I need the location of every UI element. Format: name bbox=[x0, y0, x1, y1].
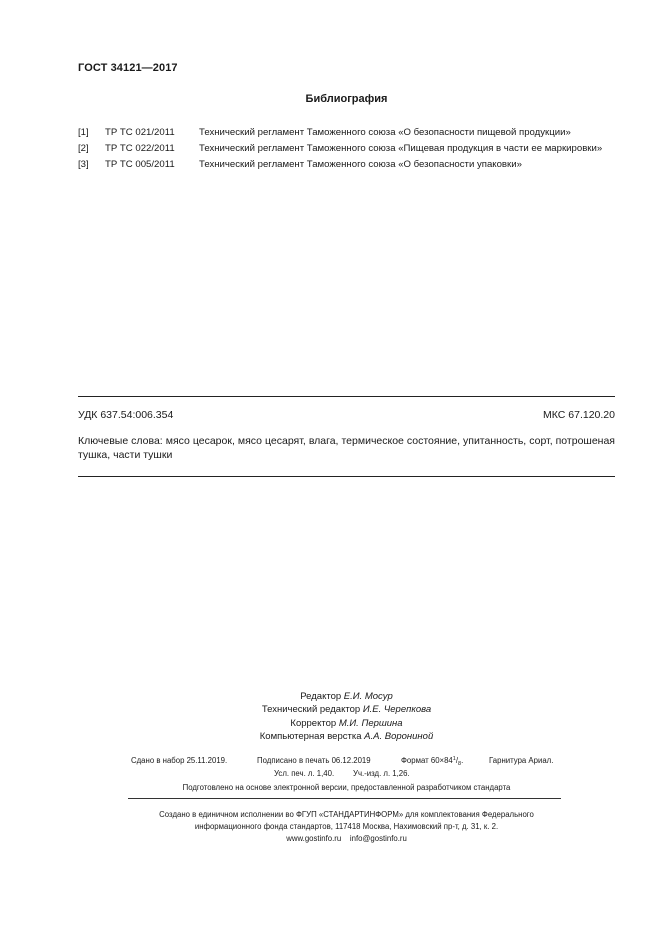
editor-line: Редактор Е.И. Мосур bbox=[300, 691, 393, 702]
entry-text: Технический регламент Таможенного союза «Пищевая продукция в части ее маркировки» bbox=[199, 143, 603, 154]
entry-text: Технический регламент Таможенного союза «О безопасности упаковки» bbox=[199, 159, 522, 170]
entry-code: ТР ТС 021/2011 bbox=[105, 127, 175, 138]
divider bbox=[78, 476, 615, 477]
tech-editor-line: Технический редактор И.Е. Черепкова bbox=[261, 704, 432, 716]
standard-code: ГОСТ 34121—2017 bbox=[78, 62, 178, 74]
publisher-line-1: Создано в единичном исполнении во ФГУП «СТАНДАРТИНФОРМ» для комплектования Федерального bbox=[159, 810, 534, 819]
sent-to-set: Сдано в набор 25.11.2019. bbox=[131, 756, 228, 765]
entry-number: [1] bbox=[78, 127, 89, 138]
staff-credits bbox=[0, 690, 661, 743]
layout-name: А.А. Ворониной bbox=[364, 730, 434, 742]
paper-format: Формат $60\times 84^1/_8$. bbox=[401, 756, 464, 767]
corrector-line: Корректор М.И. Першина bbox=[290, 717, 403, 729]
pub-sheets: Уч.-изд. л. 1,26. bbox=[353, 769, 410, 778]
editor-name: Е.И. Мосур bbox=[343, 691, 393, 702]
publisher-line-2: информационного фонда стандартов, 117418 Москва, Нахимовский пр-т, д. 31, к. 2. bbox=[194, 822, 499, 831]
tech-editor-name: И.Е. Черепкова bbox=[362, 704, 432, 716]
email-link[interactable]: info@gostinfo.ru bbox=[349, 834, 407, 843]
divider bbox=[78, 396, 615, 397]
contact-line bbox=[0, 834, 661, 843]
prepared-note: Подготовлено на основе электронной версии, предоставленной разработчиком стандарта bbox=[182, 783, 511, 792]
entry-number: [2] bbox=[78, 143, 89, 154]
entry-text: Технический регламент Таможенного союза «О безопасности пищевой продукции» bbox=[199, 127, 571, 138]
divider bbox=[128, 798, 561, 799]
mks-code: МКС 67.120.20 bbox=[543, 409, 615, 421]
udc-code: УДК 637.54:006.354 bbox=[78, 409, 174, 421]
entry-number: [3] bbox=[78, 159, 89, 170]
layout-line: Компьютерная верстка А.А. Ворониной bbox=[259, 730, 434, 742]
bibliography-title: Библиография bbox=[305, 93, 388, 105]
corrector-name: М.И. Першина bbox=[338, 717, 403, 729]
keywords: Ключевые слова: мясо цесарок, мясо цесарят, влага, термическое состояние, упитанность, сорт, потрошеная тушка, части тушки bbox=[78, 435, 615, 461]
website-link[interactable]: www.gostinfo.ru bbox=[286, 834, 342, 843]
signed-to-print: Подписано в печать 06.12.2019 bbox=[257, 756, 371, 765]
font-note: Гарнитура Ариал. bbox=[489, 756, 554, 765]
entry-code: ТР ТС 022/2011 bbox=[105, 143, 175, 154]
entry-code: ТР ТС 005/2011 bbox=[105, 159, 175, 170]
print-sheets: Усл. печ. л. 1,40. bbox=[274, 769, 335, 778]
